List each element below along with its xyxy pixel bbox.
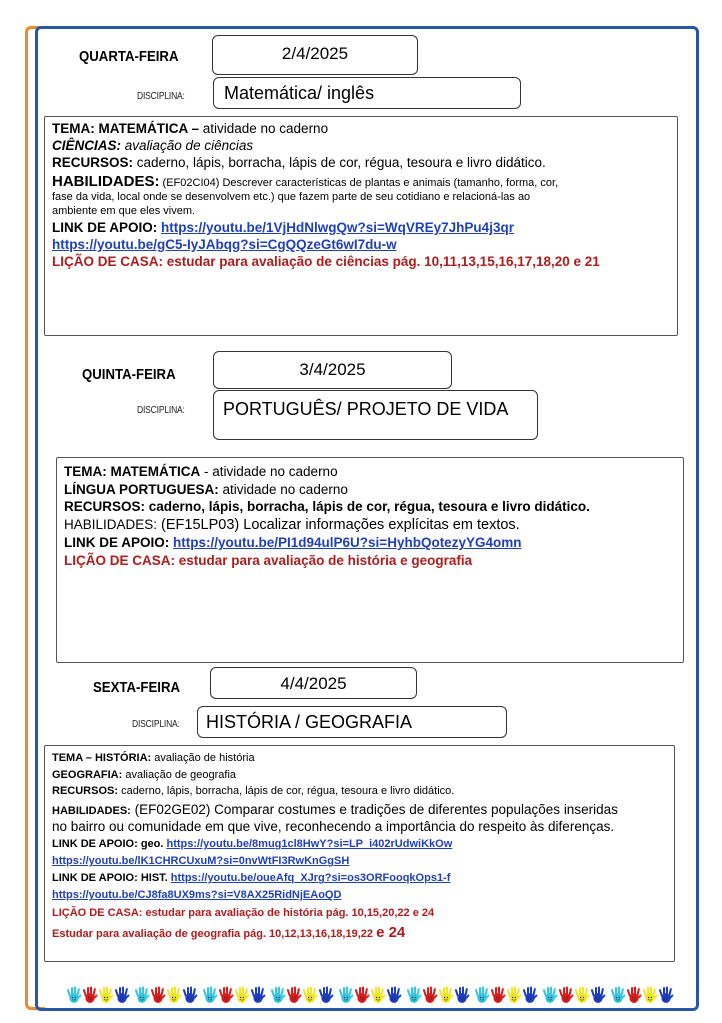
homework-line: LIÇÃO DE CASA: estudar para avaliação de ciências pág. 10,11,13,15,16,17,18,20 e 21 [52,253,600,269]
hand-print-icon [318,986,334,1004]
discipline-value: HISTÓRIA / GEOGRAFIA [206,712,413,732]
hand-group [474,986,538,1006]
hand-print-icon [166,986,182,1004]
discipline-label: DISCIPLINA: [137,91,185,102]
hand-group [270,986,334,1006]
habilidades-line-2: fase da vida, local onde se desenvolvem etc.) que fazem parte de seu cotidiano e relacioná-las ao [52,191,531,204]
hand-print-icon [250,986,266,1004]
discipline-label: DISCIPLINA: [137,405,185,416]
habilidades-line-3: ambiente em que eles vivem. [52,205,196,218]
hand-print-icon [610,986,626,1004]
hand-print-icon [522,986,538,1004]
hand-print-icon [642,986,658,1004]
geografia-line: GEOGRAFIA: avaliação de geografia [52,768,237,781]
link-apoio-line-2 [52,237,670,254]
link-apoio-line: LINK DE APOIO: https://youtu.be/1VjHdNlwgQw?si=WqVREy7JhPu4j3qr [52,219,514,235]
support-link-1[interactable]: https://youtu.be/1VjHdNlwgQw?si=WqVREy7JhPu4j3qr [161,219,514,235]
hand-group [338,986,402,1006]
hand-print-icon [234,986,250,1004]
hand-group [610,986,674,1006]
hand-print-icon [506,986,522,1004]
hand-print-icon [542,986,558,1004]
hand-print-icon [338,986,354,1004]
link-apoio-geo-line: LINK DE APOIO: geo. https://youtu.be/8mug1cl8HwY?si=LP_i402rUdwiKkOw [52,838,453,851]
link-apoio-line: LINK DE APOIO: https://youtu.be/PI1d94ulP6U?si=HyhbQotezyYG4omn [64,535,522,551]
hand-print-icon [66,986,82,1004]
hand-print-icon [98,986,114,1004]
support-link-1[interactable]: https://youtu.be/PI1d94ulP6U?si=HyhbQotezyYG4omn [173,535,522,551]
geo-support-link-1[interactable]: https://youtu.be/8mug1cl8HwY?si=LP_i402rUdwiKkOw [166,838,453,851]
link-apoio-hist-line-2 [52,887,667,904]
date-value: 3/4/2025 [299,360,366,379]
hand-print-icon [490,986,506,1004]
tema-line: TEMA: MATEMÁTICA – atividade no caderno [52,121,329,136]
day-label-sexta: SEXTA-FEIRA [93,679,181,696]
lesson-content-quinta [56,457,684,663]
lesson-content-quarta [44,116,678,336]
recursos-line: RECURSOS: caderno, lápis, borracha, lápis de cor, régua, tesoura e livro didático. [64,499,590,515]
hand-print-icon [370,986,386,1004]
hand-print-icon [658,986,674,1004]
hand-print-icon [474,986,490,1004]
tema-line: TEMA: MATEMÁTICA - atividade no caderno [64,464,338,479]
hand-print-icon [270,986,286,1004]
geo-support-link-2[interactable]: https://youtu.be/lK1CHRCUxuM?si=0nvWtFI3RwKnGgSH [52,855,350,868]
discipline-label: DISCIPLINA: [132,719,180,730]
date-box-sexta [210,667,417,699]
hist-support-link-1[interactable]: https://youtu.be/oueAfq_XJrg?si=os3ORFooqkOps1-f [170,872,451,885]
habilidades-line: HABILIDADES: (EF02GE02) Comparar costumes e tradições de diferentes populações inseridas [52,801,618,817]
hand-print-icon [302,986,318,1004]
hand-print-icon [558,986,574,1004]
hand-print-icon [626,986,642,1004]
hands-decoration-border [66,986,662,1006]
discipline-box-quinta [213,390,538,440]
hand-print-icon [406,986,422,1004]
habilidades-line: HABILIDADES: (EF15LP03) Localizar informações explícitas em textos. [64,516,520,533]
hand-print-icon [218,986,234,1004]
hand-print-icon [134,986,150,1004]
hand-print-icon [386,986,402,1004]
hand-print-icon [286,986,302,1004]
date-value: 4/4/2025 [280,674,347,693]
tema-line: TEMA – HISTÓRIA: avaliação de história [52,752,255,764]
link-apoio-hist-line: LINK DE APOIO: HIST. https://youtu.be/oueAfq_XJrg?si=os3ORFooqkOps1-f [52,872,451,885]
lingua-portuguesa-line: LÍNGUA PORTUGUESA: atividade no caderno [64,481,348,497]
homework-line-1: LIÇÃO DE CASA: estudar para avaliação de história pág. 10,15,20,22 e 24 [52,906,435,919]
habilidades-line: HABILIDADES: (EF02CI04) Descrever características de plantas e animais (tamanho, forma, cor, [52,172,559,190]
hand-group [202,986,266,1006]
discipline-value: Matemática/ inglês [224,83,375,103]
support-link-2[interactable]: https://youtu.be/gC5-IyJAbqg?si=CgQQzeGt6wI7du-w [52,236,397,252]
hand-print-icon [574,986,590,1004]
discipline-box-sexta [197,706,507,738]
recursos-line: RECURSOS: caderno, lápis, borracha, lápis de cor, régua, tesoura e livro didático. [52,785,455,797]
hand-print-icon [422,986,438,1004]
hand-print-icon [438,986,454,1004]
hist-support-link-2[interactable]: https://youtu.be/CJ8fa8UX9ms?si=V8AX25RidNjEAoQD [52,889,342,902]
hand-group [66,986,130,1006]
hand-print-icon [454,986,470,1004]
hand-print-icon [182,986,198,1004]
date-box-quarta [212,35,418,75]
link-apoio-geo-line-2 [52,853,667,870]
habilidades-line-2: no bairro ou comunidade em que vive, reconhecendo a importância do respeito às diferenças. [52,819,615,835]
date-box-quinta [213,351,452,389]
day-label-quinta: QUINTA-FEIRA [82,366,176,383]
hand-print-icon [150,986,166,1004]
hand-group [542,986,606,1006]
discipline-box-quarta [213,77,521,109]
hand-print-icon [202,986,218,1004]
day-label-quarta: QUARTA-FEIRA [79,48,179,65]
homework-line-2: Estudar para avaliação de geografia pág. 10,12,13,16,18,19,22 e 24 [52,924,406,942]
recursos-line: RECURSOS: caderno, lápis, borracha, lápis de cor, régua, tesoura e livro didático. [52,154,546,170]
ciencias-line: CIÊNCIAS: avaliação de ciências [52,137,254,153]
hand-group [406,986,470,1006]
hand-print-icon [82,986,98,1004]
discipline-value: PORTUGUÊS/ PROJETO DE VIDA [223,399,509,419]
homework-line: LIÇÃO DE CASA: estudar para avaliação de história e geografia [64,553,473,569]
hand-print-icon [590,986,606,1004]
hand-print-icon [114,986,130,1004]
lesson-content-sexta [44,745,675,962]
hand-group [134,986,198,1006]
hand-print-icon [354,986,370,1004]
date-value: 2/4/2025 [281,44,349,63]
